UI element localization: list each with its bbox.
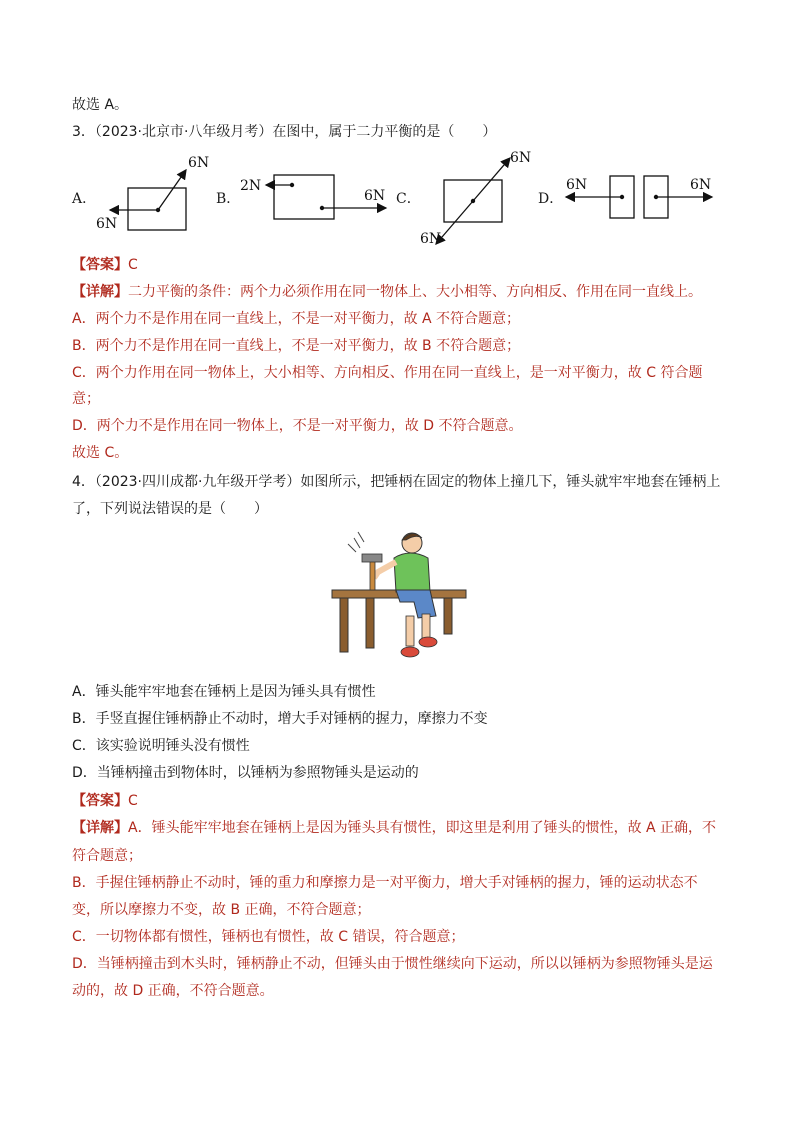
option-c-figure [416, 148, 536, 248]
option-b-force-right: 6N [364, 188, 386, 204]
option-b-label: B． [216, 191, 241, 207]
q4-detail-line-5: D．当锤柄撞击到木头时，锤柄静止不动，但锤头由于惯性继续向下运动，所以以锤柄为参照物锤头是运 [72, 956, 713, 972]
q4-option-c: C．该实验说明锤头没有惯性 [72, 738, 250, 754]
q3-detail-intro: 二力平衡的条件：两个力必须作用在同一物体上、大小相等、方向相反、作用在同一直线上。 [128, 284, 702, 300]
q4-detail-line-6: 动的，故 D 正确，不符合题意。 [72, 983, 274, 999]
option-b-force-left: 2N [240, 178, 262, 194]
option-d-force-left: 6N [566, 177, 588, 193]
q4-detail-tag: 【详解】 [72, 820, 128, 836]
q4-answer-tag: 【答案】 [72, 793, 128, 809]
previous-conclusion: 故选 A。 [72, 97, 129, 113]
q3-answer-value: C [128, 257, 138, 273]
q4-answer-value: C [128, 793, 138, 809]
question-4-stem-line2: 了，下列说法错误的是（ ） [72, 501, 268, 517]
q3-detail-b: B．两个力不是作用在同一直线上，不是一对平衡力，故 B 不符合题意； [72, 338, 521, 354]
option-b-figure [236, 165, 396, 230]
q4-detail-line-4: C．一切物体都有惯性，锤柄也有惯性，故 C 错误，符合题意； [72, 929, 465, 945]
question-4-stem-line1: 4．（2023·四川成都·九年级开学考）如图所示，把锤柄在固定的物体上撞几下，锤头就牢牢地套在锤柄上 [72, 474, 721, 490]
q3-detail-c: C．两个力作用在同一物体上，大小相等、方向相反、作用在同一直线上，是一对平衡力，故 C 符合题 [72, 365, 703, 381]
q4-detail-first-line [72, 818, 716, 838]
option-a-force-left: 6N [96, 216, 118, 232]
q3-detail-a: A．两个力不是作用在同一直线上，不是一对平衡力，故 A 不符合题意； [72, 311, 521, 327]
q4-option-b: B．手竖直握住锤柄静止不动时，增大手对锤柄的握力，摩擦力不变 [72, 711, 488, 727]
option-c-force-top: 6N [510, 150, 532, 166]
q4-detail-line-1: 符合题意； [72, 848, 142, 864]
option-d-force-right: 6N [690, 177, 712, 193]
q4-detail-line-3: 变，所以摩擦力不变，故 B 正确，不符合题意； [72, 902, 371, 918]
q3-detail-c-cont: 意； [72, 391, 100, 407]
hammer-boy-illustration [326, 528, 472, 664]
q3-answer-line [72, 255, 138, 275]
q4-option-d: D．当锤柄撞击到物体时，以锤柄为参照物锤头是运动的 [72, 765, 419, 781]
q3-detail-d: D．两个力不是作用在同一物体上，不是一对平衡力，故 D 不符合题意。 [72, 418, 523, 434]
q3-detail-intro-line [72, 282, 702, 302]
q4-detail-line-2: B．手握住锤柄静止不动时，锤的重力和摩擦力是一对平衡力，增大手对锤柄的握力，锤的运动状态不 [72, 875, 698, 891]
option-d-figure [560, 170, 720, 225]
q4-detail-first: A．锤头能牢牢地套在锤柄上是因为锤头具有惯性，即这里是利用了锤头的惯性，故 A 正确，不 [128, 820, 717, 836]
q3-conclusion: 故选 C。 [72, 445, 129, 461]
option-a-label: A． [72, 191, 97, 207]
q4-option-a: A．锤头能牢牢地套在锤柄上是因为锤头具有惯性 [72, 684, 376, 700]
q3-answer-tag: 【答案】 [72, 257, 128, 273]
q3-detail-tag: 【详解】 [72, 284, 128, 300]
question-3-stem: 3．（2023·北京市·八年级月考）在图中，属于二力平衡的是（ ） [72, 124, 497, 140]
option-d-label: D． [538, 191, 564, 207]
option-a-force-top: 6N [188, 155, 210, 171]
option-a-figure [90, 150, 210, 245]
option-c-label: C． [396, 191, 421, 207]
option-c-force-bottom: 6N [420, 231, 442, 247]
q4-answer-line [72, 791, 138, 811]
